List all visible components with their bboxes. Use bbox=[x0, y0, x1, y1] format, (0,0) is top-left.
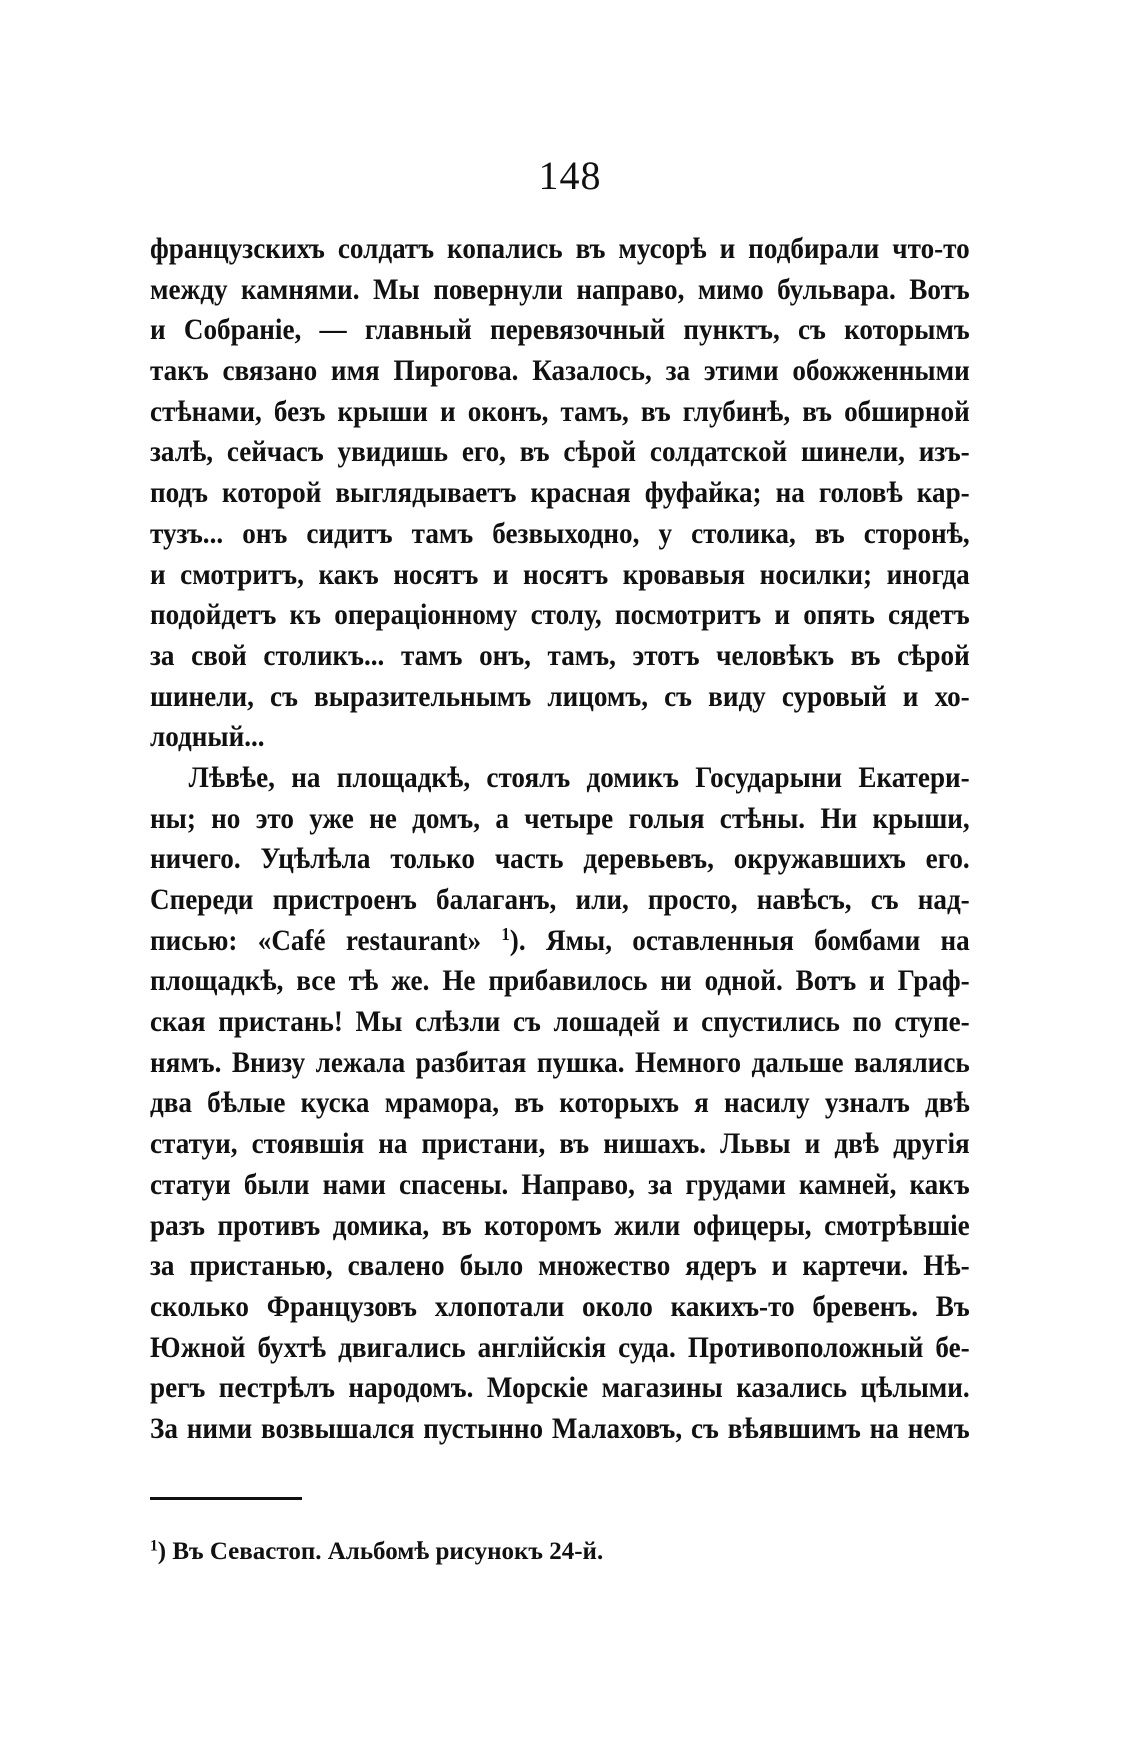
footnote bbox=[150, 1538, 603, 1566]
text-line: статуи, стоявшія на пристани, въ нишахъ. Львы и двѣ другія bbox=[150, 1128, 970, 1161]
footnote-marker: 1 bbox=[150, 1537, 158, 1555]
text-line: Южной бухтѣ двигались англійскія суда. Противоположный бе- bbox=[150, 1331, 970, 1364]
footnote-line-after: ). Ямы, оставленныя бомбами на bbox=[509, 924, 970, 957]
text-line: За ними возвышался пустынно Малаховъ, съ вѣявшимъ на немъ bbox=[150, 1412, 970, 1445]
text-line: такъ связано имя Пирогова. Казалось, за этими обожженными bbox=[150, 355, 970, 388]
text-line: шинели, съ выразительнымъ лицомъ, съ виду суровый и хо- bbox=[150, 680, 970, 713]
text-line: нямъ. Внизу лежала разбитая пушка. Немного дальше валялись bbox=[150, 1046, 970, 1079]
page-number: 148 bbox=[538, 153, 602, 198]
text-line: стѣнами, безъ крыши и оконъ, тамъ, въ глубинѣ, въ обширной bbox=[150, 395, 970, 428]
text-line: ны; но это уже не домъ, а четыре голыя стѣны. Ни крыши, bbox=[150, 802, 970, 835]
footnote-reference: 1 bbox=[501, 923, 510, 944]
text-line: тузъ... онъ сидитъ тамъ безвыходно, у столика, въ сторонѣ, bbox=[150, 517, 970, 550]
text-line: и Собраніе, — главный перевязочный пунктъ, съ которымъ bbox=[150, 314, 970, 347]
text-line: площадкѣ, все тѣ же. Не прибавилось ни одной. Вотъ и Граф- bbox=[150, 965, 970, 998]
footnote-line-before: писью: «Café restaurant» bbox=[150, 924, 482, 957]
text-line-with-footnote-ref bbox=[150, 921, 970, 962]
footnote-text: ) Въ Севастоп. Альбомѣ рисунокъ 24-й. bbox=[157, 1538, 604, 1565]
text-line: регъ пестрѣлъ народомъ. Морскіе магазины казались цѣлыми. bbox=[150, 1372, 970, 1405]
text-line: сколько Французовъ хлопотали около какихъ-то бревенъ. Въ bbox=[150, 1290, 970, 1323]
text-line: и смотритъ, какъ носятъ и носятъ кровавыя носилки; иногда bbox=[150, 558, 970, 591]
body-text bbox=[150, 229, 970, 1450]
text-line: залѣ, сейчасъ увидишь его, въ сѣрой солдатской шинели, изъ- bbox=[150, 436, 970, 469]
text-line: Спереди пристроенъ балаганъ, или, просто, навѣсъ, съ над- bbox=[150, 884, 970, 916]
text-line: подойдетъ къ операціонному столу, посмотритъ и опять сядетъ bbox=[150, 599, 970, 632]
text-line: французскихъ солдатъ копались въ мусорѣ и подбирали что-то bbox=[150, 233, 970, 265]
text-line: лодный... bbox=[150, 721, 265, 754]
text-line: ская пристань! Мы слѣзли съ лошадей и спустились по ступе- bbox=[150, 1006, 970, 1039]
text-line: два бѣлые куска мрамора, въ которыхъ я насилу узналъ двѣ bbox=[150, 1087, 970, 1120]
text-line: статуи были нами спасены. Направо, за грудами камней, какъ bbox=[150, 1168, 970, 1201]
footnote-divider bbox=[150, 1497, 302, 1500]
text-line: за пристанью, свалено было множество ядеръ и картечи. Нѣ- bbox=[150, 1250, 970, 1283]
text-line: между камнями. Мы повернули направо, мимо бульвара. Вотъ bbox=[150, 273, 970, 306]
text-line: за свой столикъ... тамъ онъ, тамъ, этотъ человѣкъ въ сѣрой bbox=[150, 639, 970, 672]
text-line: ничего. Уцѣлѣла только часть деревьевъ, окружавшихъ его. bbox=[150, 843, 970, 876]
text-line: разъ противъ домика, въ которомъ жили офицеры, смотрѣвшіе bbox=[150, 1209, 970, 1242]
text-line: Лѣвѣе, на площадкѣ, стоялъ домикъ Государыни Екатери- bbox=[188, 761, 970, 794]
text-line: подъ которой выглядываетъ красная фуфайка; на головѣ кар- bbox=[150, 477, 970, 510]
